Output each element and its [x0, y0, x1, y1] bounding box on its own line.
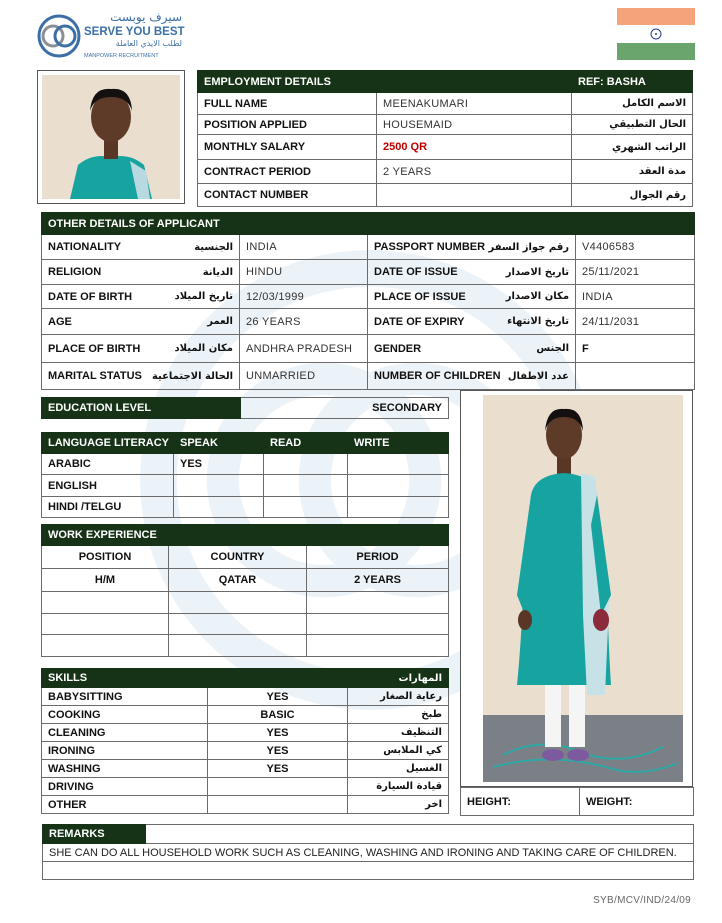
full-body-image: [483, 395, 683, 782]
dob-label: DATE OF BIRTH: [48, 290, 133, 303]
place-of-birth-arabic: مكان الميلاد: [174, 343, 233, 354]
skill-cleaning-value: YES: [208, 724, 348, 742]
skill-cleaning-label: CLEANING: [42, 724, 208, 742]
age-label: AGE: [48, 315, 72, 328]
full-name-value: MEENAKUMARI: [377, 93, 572, 115]
children-label: NUMBER OF CHILDREN: [374, 370, 501, 382]
contact-value: [377, 184, 572, 207]
contract-arabic: مدة العقد: [572, 160, 693, 184]
salary-label: MONTHLY SALARY: [198, 135, 377, 160]
arabic-speak: YES: [174, 454, 264, 475]
place-of-issue-label: PLACE OF ISSUE: [374, 290, 466, 303]
employment-details-table: [197, 70, 693, 207]
marital-status-value: UNMARRIED: [240, 363, 368, 390]
work-row-empty: [169, 592, 307, 614]
arabic-write: [348, 454, 449, 475]
dob-arabic: تاريخ الميلاد: [174, 291, 233, 302]
remarks-table: [42, 824, 694, 880]
passport-label: PASSPORT NUMBER: [374, 241, 486, 253]
dob-value: 12/03/1999: [240, 285, 368, 309]
age-value: 26 YEARS: [240, 309, 368, 335]
gender-value: F: [576, 335, 695, 363]
contact-label: CONTACT NUMBER: [198, 184, 377, 207]
gender-arabic: الجنس: [536, 343, 570, 354]
marital-status-label: MARITAL STATUS: [48, 370, 142, 382]
skill-babysitting-value: YES: [208, 688, 348, 706]
date-of-expiry-arabic: تاريخ الانتهاء: [507, 316, 570, 327]
gender-label: GENDER: [374, 342, 422, 355]
skill-ironing-value: YES: [208, 742, 348, 760]
language-english: ENGLISH: [42, 475, 174, 497]
logo-arabic-name: سيرف يوبست: [110, 10, 182, 24]
hindi-read: [264, 497, 348, 518]
other-details-table: [41, 212, 695, 390]
work-row-position: H/M: [42, 569, 169, 592]
skill-cleaning-arabic: التنظيف: [348, 724, 449, 742]
date-of-issue-arabic: تاريخ الاصدار: [505, 266, 570, 278]
skill-other-label: OTHER: [42, 796, 208, 814]
skill-other-arabic: اخر: [348, 796, 449, 814]
education-label: EDUCATION LEVEL: [42, 398, 241, 419]
other-details-header: OTHER DETAILS OF APPLICANT: [42, 213, 368, 235]
skill-washing-value: YES: [208, 760, 348, 778]
position-value: HOUSEMAID: [377, 115, 572, 135]
place-of-issue-arabic: مكان الاصدار: [505, 291, 570, 302]
language-table: [41, 432, 449, 518]
work-row-period: 2 YEARS: [307, 569, 449, 592]
nationality-label: NATIONALITY: [48, 241, 122, 253]
language-hindi: HINDI /TELGU: [42, 497, 174, 518]
religion-value: HINDU: [240, 260, 368, 285]
applicant-photo-small: [37, 70, 185, 204]
language-header: LANGUAGE LITERACY: [42, 433, 174, 454]
age-arabic: العمر: [207, 316, 233, 327]
place-of-birth-value: ANDHRA PRADESH: [240, 335, 368, 363]
skills-header: SKILLS: [42, 669, 348, 688]
salary-value: 2500 QR: [377, 135, 572, 160]
skill-cooking-arabic: طبخ: [348, 706, 449, 724]
work-row-empty: [307, 635, 449, 657]
remarks-text: SHE CAN DO ALL HOUSEHOLD WORK SUCH AS CLEANING, WASHING AND IRONING AND TAKING CARE OF CHILDREN.: [43, 844, 694, 862]
document-code: SYB/MCV/IND/24/09: [593, 895, 691, 906]
skill-babysitting-arabic: رعاية الصغار: [348, 688, 449, 706]
work-col-position: POSITION: [42, 546, 169, 569]
skill-washing-label: WASHING: [42, 760, 208, 778]
skill-driving-value: [208, 778, 348, 796]
work-row-empty: [307, 614, 449, 635]
marital-status-arabic: الحالة الاجتماعية: [151, 370, 233, 382]
skill-driving-label: DRIVING: [42, 778, 208, 796]
salary-arabic: الراتب الشهري: [572, 135, 693, 160]
work-row-empty: [169, 635, 307, 657]
contract-label: CONTRACT PERIOD: [198, 160, 377, 184]
work-row-empty: [42, 635, 169, 657]
place-of-issue-value: INDIA: [576, 285, 695, 309]
language-arabic: ARABIC: [42, 454, 174, 475]
portrait-image: [42, 75, 180, 199]
passport-arabic: رقم جواز السفر: [488, 241, 570, 253]
skills-header-arabic: المهارات: [348, 669, 449, 688]
date-of-issue-value: 25/11/2021: [576, 260, 695, 285]
height-label: HEIGHT:: [461, 788, 580, 816]
logo-tagline: MANPOWER RECRUITMENT: [84, 53, 159, 59]
logo-name: SERVE YOU BEST: [84, 26, 185, 38]
contract-value: 2 YEARS: [377, 160, 572, 184]
skill-other-value: [208, 796, 348, 814]
speak-header: SPEAK: [174, 433, 264, 454]
date-of-expiry-value: 24/11/2031: [576, 309, 695, 335]
religion-arabic: الديانة: [202, 266, 233, 278]
place-of-birth-label: PLACE OF BIRTH: [48, 342, 141, 355]
work-col-period: PERIOD: [307, 546, 449, 569]
english-speak: [174, 475, 264, 497]
read-header: READ: [264, 433, 348, 454]
religion-label: RELIGION: [48, 266, 102, 278]
work-header: WORK EXPERIENCE: [42, 525, 449, 546]
skill-ironing-label: IRONING: [42, 742, 208, 760]
children-arabic: عدد الاطفال: [507, 370, 570, 382]
work-row-empty: [42, 614, 169, 635]
work-col-country: COUNTRY: [169, 546, 307, 569]
logo-emblem-icon: [36, 12, 82, 60]
skill-washing-arabic: الغسيل: [348, 760, 449, 778]
work-row-country: QATAR: [169, 569, 307, 592]
nationality-value: INDIA: [240, 235, 368, 260]
position-arabic: الحال التطبيقي: [572, 115, 693, 135]
write-header: WRITE: [348, 433, 449, 454]
work-row-empty: [42, 592, 169, 614]
india-flag: [617, 8, 695, 60]
company-logo: [36, 10, 186, 64]
skill-babysitting-label: BABYSITTING: [42, 688, 208, 706]
logo-arabic-sub: لطلب الايدي العاملة: [115, 39, 182, 48]
education-value: SECONDARY: [241, 398, 449, 419]
applicant-photo-full: [460, 390, 693, 787]
date-of-issue-label: DATE OF ISSUE: [374, 266, 458, 278]
ashoka-chakra-icon: [650, 28, 662, 40]
employment-header: EMPLOYMENT DETAILS: [198, 71, 572, 93]
skill-cooking-label: COOKING: [42, 706, 208, 724]
skills-table: [41, 668, 449, 814]
work-row-empty: [169, 614, 307, 635]
ref-label: REF: BASHA: [572, 71, 693, 93]
weight-label: WEIGHT:: [580, 788, 694, 816]
contact-arabic: رقم الجوال: [572, 184, 693, 207]
english-read: [264, 475, 348, 497]
skill-ironing-arabic: كي الملابس: [348, 742, 449, 760]
education-table: [41, 397, 449, 419]
work-row-empty: [307, 592, 449, 614]
arabic-read: [264, 454, 348, 475]
nationality-arabic: الجنسية: [194, 241, 233, 253]
full-name-arabic: الاسم الكامل: [572, 93, 693, 115]
children-value: [576, 363, 695, 390]
english-write: [348, 475, 449, 497]
position-label: POSITION APPLIED: [198, 115, 377, 135]
physical-table: [460, 787, 694, 816]
skill-driving-arabic: قيادة السيارة: [348, 778, 449, 796]
hindi-speak: [174, 497, 264, 518]
full-name-label: FULL NAME: [198, 93, 377, 115]
date-of-expiry-label: DATE OF EXPIRY: [374, 315, 465, 328]
work-experience-table: [41, 524, 449, 657]
passport-value: V4406583: [576, 235, 695, 260]
remarks-header: REMARKS: [43, 825, 146, 844]
hindi-write: [348, 497, 449, 518]
skill-cooking-value: BASIC: [208, 706, 348, 724]
